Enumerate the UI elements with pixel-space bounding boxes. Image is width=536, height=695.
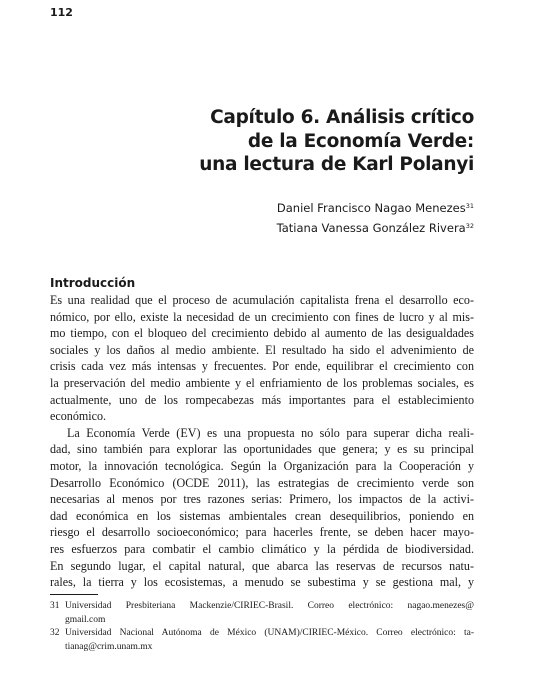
footnote-ref: 32	[465, 222, 474, 230]
text-line: riesgo el desarrollo socioeconómico; para hacerles frente, se deben hacer mayo-	[50, 525, 474, 540]
text-line: Desarrollo Económico (OCDE 2011), las estrategias de crecimiento verde son	[50, 475, 474, 490]
chapter-title	[199, 106, 474, 177]
author	[277, 217, 474, 237]
author-name: Tatiana Vanessa González Rivera	[276, 221, 466, 235]
section-heading: Introducción	[50, 276, 136, 290]
footnote-text: Universidad Presbiteriana Mackenzie/CIRIEC-Brasil. Correo electrónico: nagao.menezes@	[65, 601, 474, 611]
page-number: 112	[50, 6, 73, 19]
footnote-number: 31	[50, 601, 60, 611]
footnote-divider	[50, 594, 98, 595]
text-line: dad, sino también para explorar las oportunidades que genera; y es su principal	[50, 442, 474, 457]
author-name: Daniel Francisco Nagao Menezes	[276, 201, 466, 215]
text-line: En segundo lugar, el capital natural, que abarca las reservas de recursos natu-	[50, 558, 474, 573]
text-line: actualmente, uno de los rompecabezas más importantes para el establecimiento	[50, 392, 474, 407]
text-line: sociales y los daños al medio ambiente. El resultado ha sido el advenimiento de	[50, 342, 474, 357]
paragraph	[50, 292, 474, 425]
text-line: La Economía Verde (EV) es una propuesta no sólo para superar dicha reali-	[67, 425, 474, 440]
footnote	[50, 627, 474, 654]
text-line: la preservación del medio ambiente y el enfriamiento de los problemas sociales, es	[50, 375, 474, 390]
text-line: rales, la tierra y los ecosistemas, a menudo se subestima y se gestiona mal, y	[50, 575, 474, 590]
text-line: motor, la innovación tecnológica. Según la Organización para la Cooperación y	[50, 458, 474, 473]
footnote-line: gmail.com	[65, 614, 106, 625]
text-line: necesarias al menos por tres razones serias: Primero, los impactos de la activi-	[50, 492, 474, 507]
text-line: mo tiempo, con el bloqueo del crecimiento debido al aumento de las desigualdades	[50, 326, 474, 341]
footnote-number: 32	[50, 628, 60, 638]
paragraph	[50, 425, 474, 591]
chapter-title-line: Capítulo 6. Análisis crítico	[210, 107, 474, 128]
footnote-text: Universidad Nacional Autónoma de México (UNAM)/CIRIEC-México. Correo electrónico: ta-	[65, 628, 474, 638]
text-line: crisis cada vez más intensas y frecuentes. Por ende, equilibrar el crecimiento con	[50, 359, 474, 374]
footnote-line: tianag@crim.unam.mx	[65, 641, 153, 652]
chapter-title-line: una lectura de Karl Polanyi	[199, 154, 474, 175]
chapter-title-line: de la Economía Verde:	[247, 130, 474, 152]
text-line: res esfuerzos para combatir el cambio climático y la pérdida de biodiversidad.	[50, 541, 474, 556]
author	[277, 197, 474, 217]
footnote-ref: 31	[465, 202, 474, 210]
text-line: económico.	[50, 409, 107, 424]
footnote-line	[50, 627, 474, 641]
footnote-line	[50, 600, 474, 614]
text-line: nómico, por ello, existe la necesidad de un crecimiento con fines de lucro y al mis-	[50, 309, 474, 324]
author-list	[277, 197, 474, 237]
footnote	[50, 600, 474, 627]
footnotes	[50, 600, 474, 654]
text-line: dad económica en los sistemas ambientales crean desequilibrios, poniendo en	[50, 508, 474, 523]
body-text	[50, 292, 474, 591]
text-line: Es una realidad que el proceso de acumulación capitalista frena el desarrollo eco-	[50, 293, 474, 307]
